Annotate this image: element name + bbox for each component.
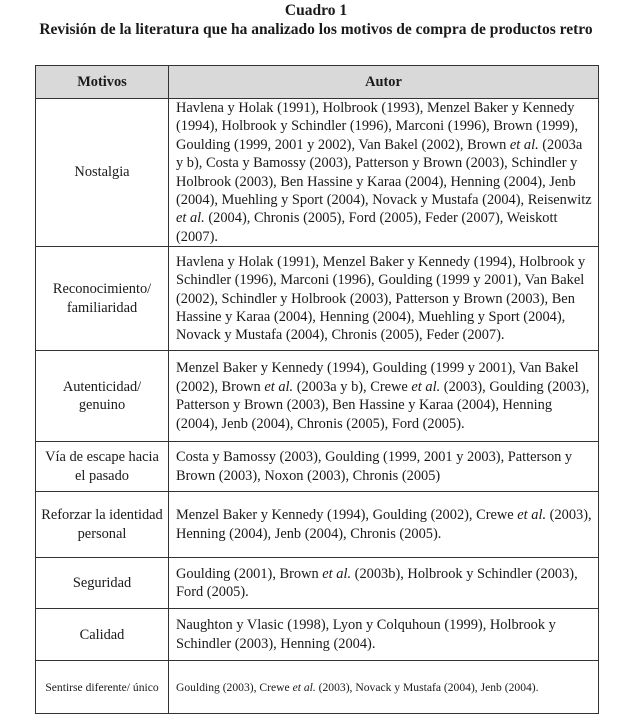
author-text: (2003a y b), Costa y Bamossy (2003), Patterson y Brown (2003), Schindler y Holbrook (2003), Ben Hassine y Karaa (2004), Henning (2004), Jenb (2004), Muehling y Sport (2004), Novack y Mustafa (2004), Reisenwitz	[176, 136, 592, 209]
table-row	[36, 99, 599, 247]
motivo-cell: Vía de escape hacia el pasado	[36, 442, 169, 492]
autor-cell	[169, 351, 599, 442]
italic-text: et al.	[264, 378, 294, 395]
autor-cell	[169, 661, 599, 714]
italic-text: et al.	[517, 507, 547, 524]
autor-cell	[169, 442, 599, 492]
table-row	[36, 247, 599, 351]
header-autor: Autor	[169, 66, 599, 99]
author-text: (2003), Goulding (2003), Patterson y Brown (2003), Ben Hassine y Karaa (2004), Henning (2004), Jenb (2004), Chronis (2005), Ford (2005).	[176, 378, 590, 432]
author-text: (2004), Chronis (2005), Ford (2005), Feder (2007), Weiskott (2007).	[176, 210, 558, 245]
author-text: (2003b), Holbrook y Schindler (2003), Ford (2005).	[176, 565, 578, 601]
motivo-cell: Reforzar la identidad personal	[36, 492, 169, 558]
author-text: Naughton y Vlasic (1998), Lyon y Colquhoun (1999), Holbrook y Schindler (2003), Henning (2004).	[176, 617, 556, 652]
autor-cell	[169, 247, 599, 351]
italic-text: et al.	[176, 210, 205, 227]
header-motivos: Motivos	[36, 66, 169, 99]
italic-text: et al.	[322, 565, 352, 582]
author-text: Havlena y Holak (1991), Menzel Baker y Kennedy (1994), Holbrook y Schindler (1996), Marconi (1996), Goulding (1999 y 2001), Van Bakel (2002), Schindler y Holbrook (2003), Patterson y Brown (2003), Ben Hassine y Karaa (2004), Henning (2004), Muehling y Sport (2004), Novack y Mustafa (2004), Chronis (2005), Feder (2007).	[176, 253, 586, 344]
author-text: Menzel Baker y Kennedy (1994), Goulding (1999 y 2001), Van Bakel (2002), Brown	[176, 360, 579, 395]
italic-text: et al.	[509, 136, 539, 153]
table-row	[36, 351, 599, 442]
author-text: Goulding (2001), Brown	[176, 565, 323, 582]
motivo-cell: Seguridad	[36, 558, 169, 609]
autor-cell	[169, 609, 599, 661]
author-text: (2003), Henning (2004), Jenb (2004), Chronis (2005).	[176, 507, 592, 542]
table-row	[36, 661, 599, 714]
autor-cell	[169, 492, 599, 558]
author-text: (2003), Novack y Mustafa (2004), Jenb (2004).	[315, 680, 539, 694]
autor-cell	[169, 558, 599, 609]
author-text: (2003a y b), Crewe	[293, 378, 412, 395]
motivo-cell: Calidad	[36, 609, 169, 661]
author-text: Menzel Baker y Kennedy (1994), Goulding (2002), Crewe	[176, 507, 518, 524]
motivo-cell: Nostalgia	[36, 99, 169, 247]
author-text: Havlena y Holak (1991), Holbrook (1993), Menzel Baker y Kennedy (1994), Holbrook y Schindler (1996), Marconi (1996), Brown (1999), Goulding (1999, 2001 y 2002), Van Bakel (2002), Brown	[176, 100, 579, 153]
italic-text: et al.	[292, 680, 316, 694]
italic-text: et al.	[411, 378, 441, 395]
table-row	[36, 558, 599, 609]
motivo-cell: Autenticidad/ genuino	[36, 351, 169, 442]
table-row	[36, 442, 599, 492]
table-row	[36, 609, 599, 661]
table-title: Revisión de la literatura que ha analizado los motivos de compra de productos retro	[39, 21, 593, 38]
table-row	[36, 492, 599, 558]
autor-cell	[169, 99, 599, 247]
header-row	[36, 66, 599, 99]
table-number: Cuadro 1	[284, 2, 348, 19]
motivo-cell: Reconocimiento/ familiaridad	[36, 247, 169, 351]
motivo-cell: Sentirse diferente/ único	[36, 661, 169, 714]
literature-table	[35, 65, 599, 714]
author-text: Costa y Bamossy (2003), Goulding (1999, 2001 y 2003), Patterson y Brown (2003), Noxon (2003), Chronis (2005)	[176, 449, 573, 484]
author-text: Goulding (2003), Crewe	[176, 680, 293, 694]
